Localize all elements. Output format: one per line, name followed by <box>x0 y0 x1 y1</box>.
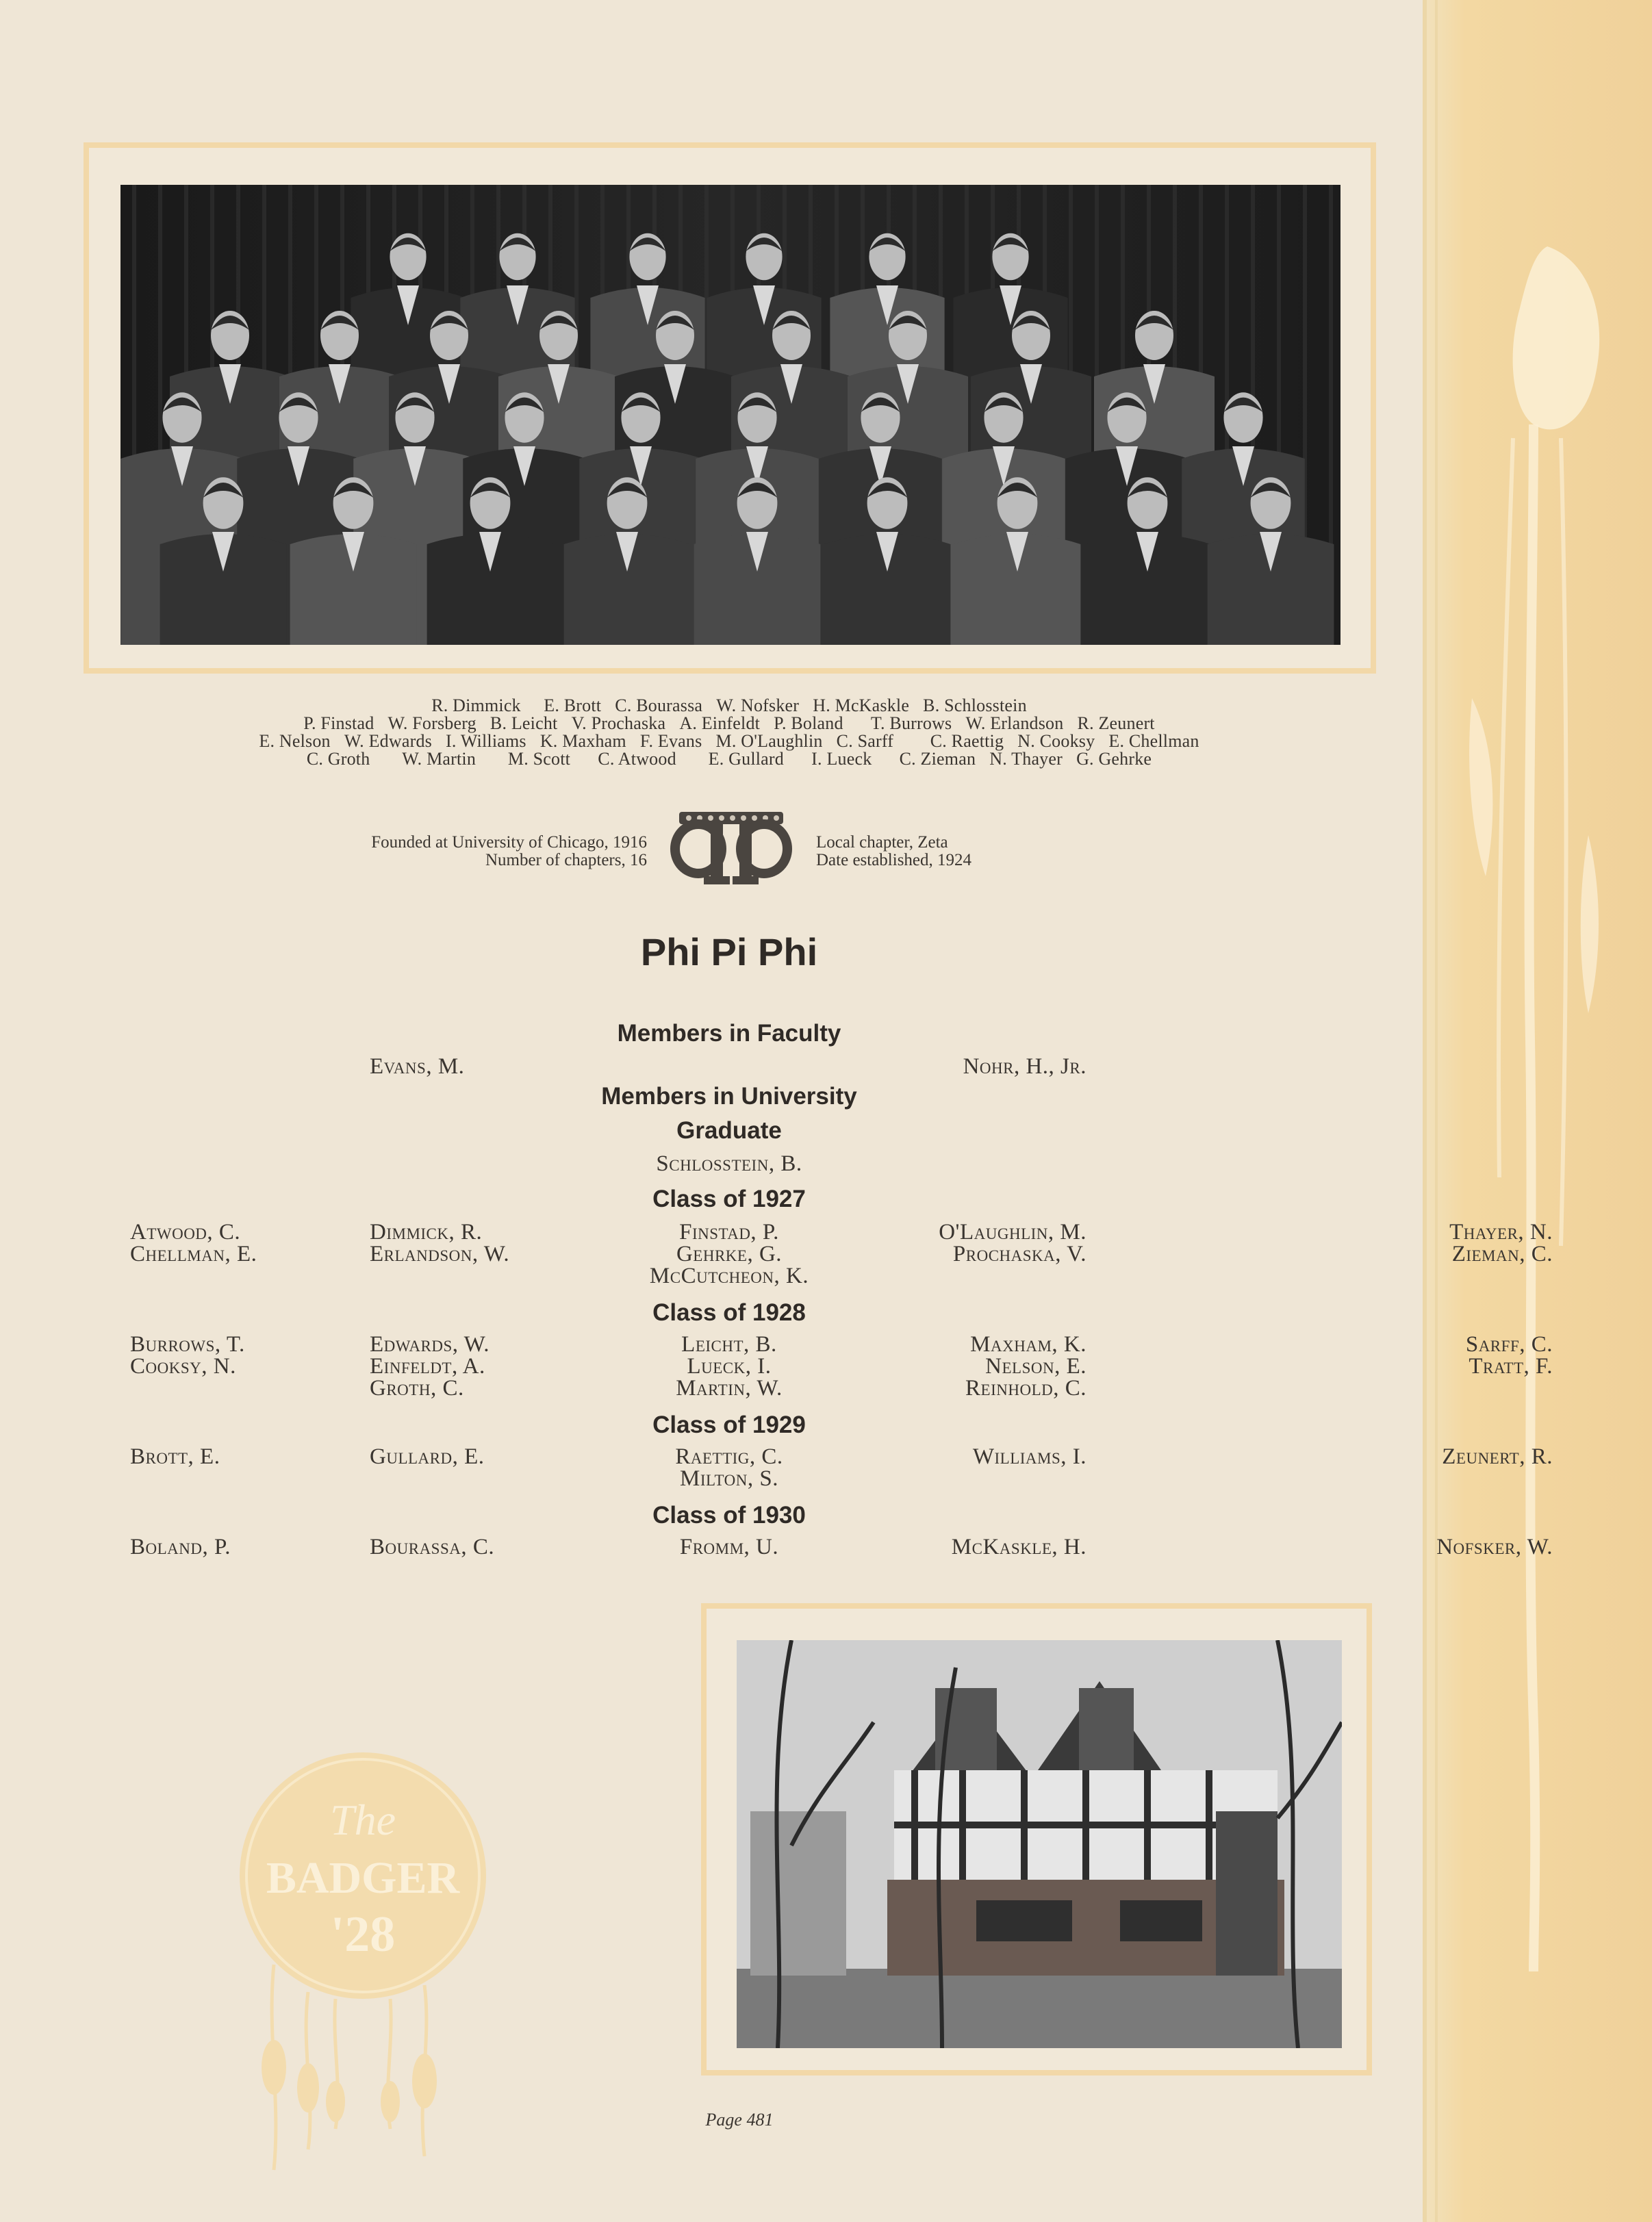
member-name: Reinhold, C. <box>965 1376 1086 1401</box>
member-name: Gehrke, G. <box>676 1242 783 1266</box>
member-name: Lueck, I. <box>687 1354 772 1379</box>
member-name: Zeunert, R. <box>1442 1444 1553 1469</box>
dreamcatcher-border-illustration <box>1431 219 1623 1999</box>
member-name: Thayer, N. <box>1449 1220 1553 1244</box>
local-chapter-text: Local chapter, Zeta <box>816 833 948 852</box>
member-name: Brott, E. <box>130 1444 220 1469</box>
member-name: Chellman, E. <box>130 1242 257 1266</box>
member-name: Prochaska, V. <box>952 1242 1086 1266</box>
member-name: Finstad, P. <box>679 1220 779 1244</box>
caption-row-2: P. Finstad W. Forsberg B. Leicht V. Prochaska A. Einfeldt P. Boland T. Burrows W. Erlandson R. Zeunert <box>303 713 1155 733</box>
faculty-member: Evans, M. <box>370 1054 465 1079</box>
member-name: Edwards, W. <box>370 1332 490 1357</box>
member-name: Atwood, C. <box>130 1220 241 1244</box>
member-name: Groth, C. <box>370 1376 464 1401</box>
member-name: Maxham, K. <box>970 1332 1086 1357</box>
member-name: McCutcheon, K. <box>649 1264 809 1288</box>
founding-info-right <box>816 834 1124 869</box>
class-1929-heading: Class of 1929 <box>652 1412 806 1438</box>
member-name: Dimmick, R. <box>370 1220 483 1244</box>
seal-text-year: '28 <box>330 1906 396 1963</box>
member-name: Zieman, C. <box>1451 1242 1553 1266</box>
member-name: Nofsker, W. <box>1436 1535 1553 1559</box>
class-1930-heading: Class of 1930 <box>652 1502 806 1529</box>
founding-info-left <box>260 834 647 869</box>
member-name: Burrows, T. <box>130 1332 245 1357</box>
member-name: Milton, S. <box>680 1466 778 1491</box>
fraternity-crest-logo <box>665 808 797 889</box>
university-heading: Members in University <box>601 1083 857 1110</box>
member-name: Williams, I. <box>972 1444 1086 1469</box>
class-1927-heading: Class of 1927 <box>652 1186 806 1212</box>
caption-row-4: C. Groth W. Martin M. Scott C. Atwood E. Gullard I. Lueck C. Zieman N. Thayer G. Gehrke <box>306 749 1152 769</box>
established-text: Date established, 1924 <box>816 851 972 869</box>
group-photograph <box>120 185 1340 645</box>
member-name: Nelson, E. <box>985 1354 1086 1379</box>
page-number: Page 481 <box>705 2110 774 2130</box>
member-name: Gullard, E. <box>370 1444 485 1469</box>
border-divider <box>1423 0 1427 2222</box>
chapters-text: Number of chapters, 16 <box>485 851 647 869</box>
member-name: Sarff, C. <box>1465 1332 1553 1357</box>
member-name: McKaskle, H. <box>951 1535 1086 1559</box>
graduate-member: Schlosstein, B. <box>656 1151 802 1176</box>
member-name: Leicht, B. <box>681 1332 777 1357</box>
member-name: Boland, P. <box>130 1535 231 1559</box>
member-name: Raettig, C. <box>675 1444 783 1469</box>
seal-text-the: The <box>330 1796 396 1844</box>
caption-row-1: R. Dimmick E. Brott C. Bourassa W. Nofsker H. McKaskle B. Schlosstein <box>431 695 1027 715</box>
seal-text-badger: BADGER <box>266 1853 460 1903</box>
member-name: Erlandson, W. <box>370 1242 510 1266</box>
chapter-house-photograph <box>737 1640 1342 2048</box>
member-name: Tratt, F. <box>1469 1354 1553 1379</box>
faculty-member: Nohr, H., Jr. <box>963 1054 1086 1079</box>
founded-text: Founded at University of Chicago, 1916 <box>371 833 647 852</box>
faculty-heading: Members in Faculty <box>617 1020 841 1047</box>
photo-caption <box>89 697 1369 768</box>
caption-row-3: E. Nelson W. Edwards I. Williams K. Maxham F. Evans M. O'Laughlin C. Sarff C. Raettig N. Cooksy E. Chellman <box>259 731 1199 751</box>
member-name: Einfeldt, A. <box>370 1354 485 1379</box>
member-name: Bourassa, C. <box>370 1535 495 1559</box>
fraternity-title: Phi Pi Phi <box>640 930 818 973</box>
member-name: Fromm, U. <box>679 1535 779 1559</box>
class-1928-heading: Class of 1928 <box>652 1299 806 1326</box>
member-name: Martin, W. <box>676 1376 783 1401</box>
member-name: Cooksy, N. <box>130 1354 236 1379</box>
member-name: O'Laughlin, M. <box>939 1220 1086 1244</box>
graduate-heading: Graduate <box>676 1117 782 1144</box>
